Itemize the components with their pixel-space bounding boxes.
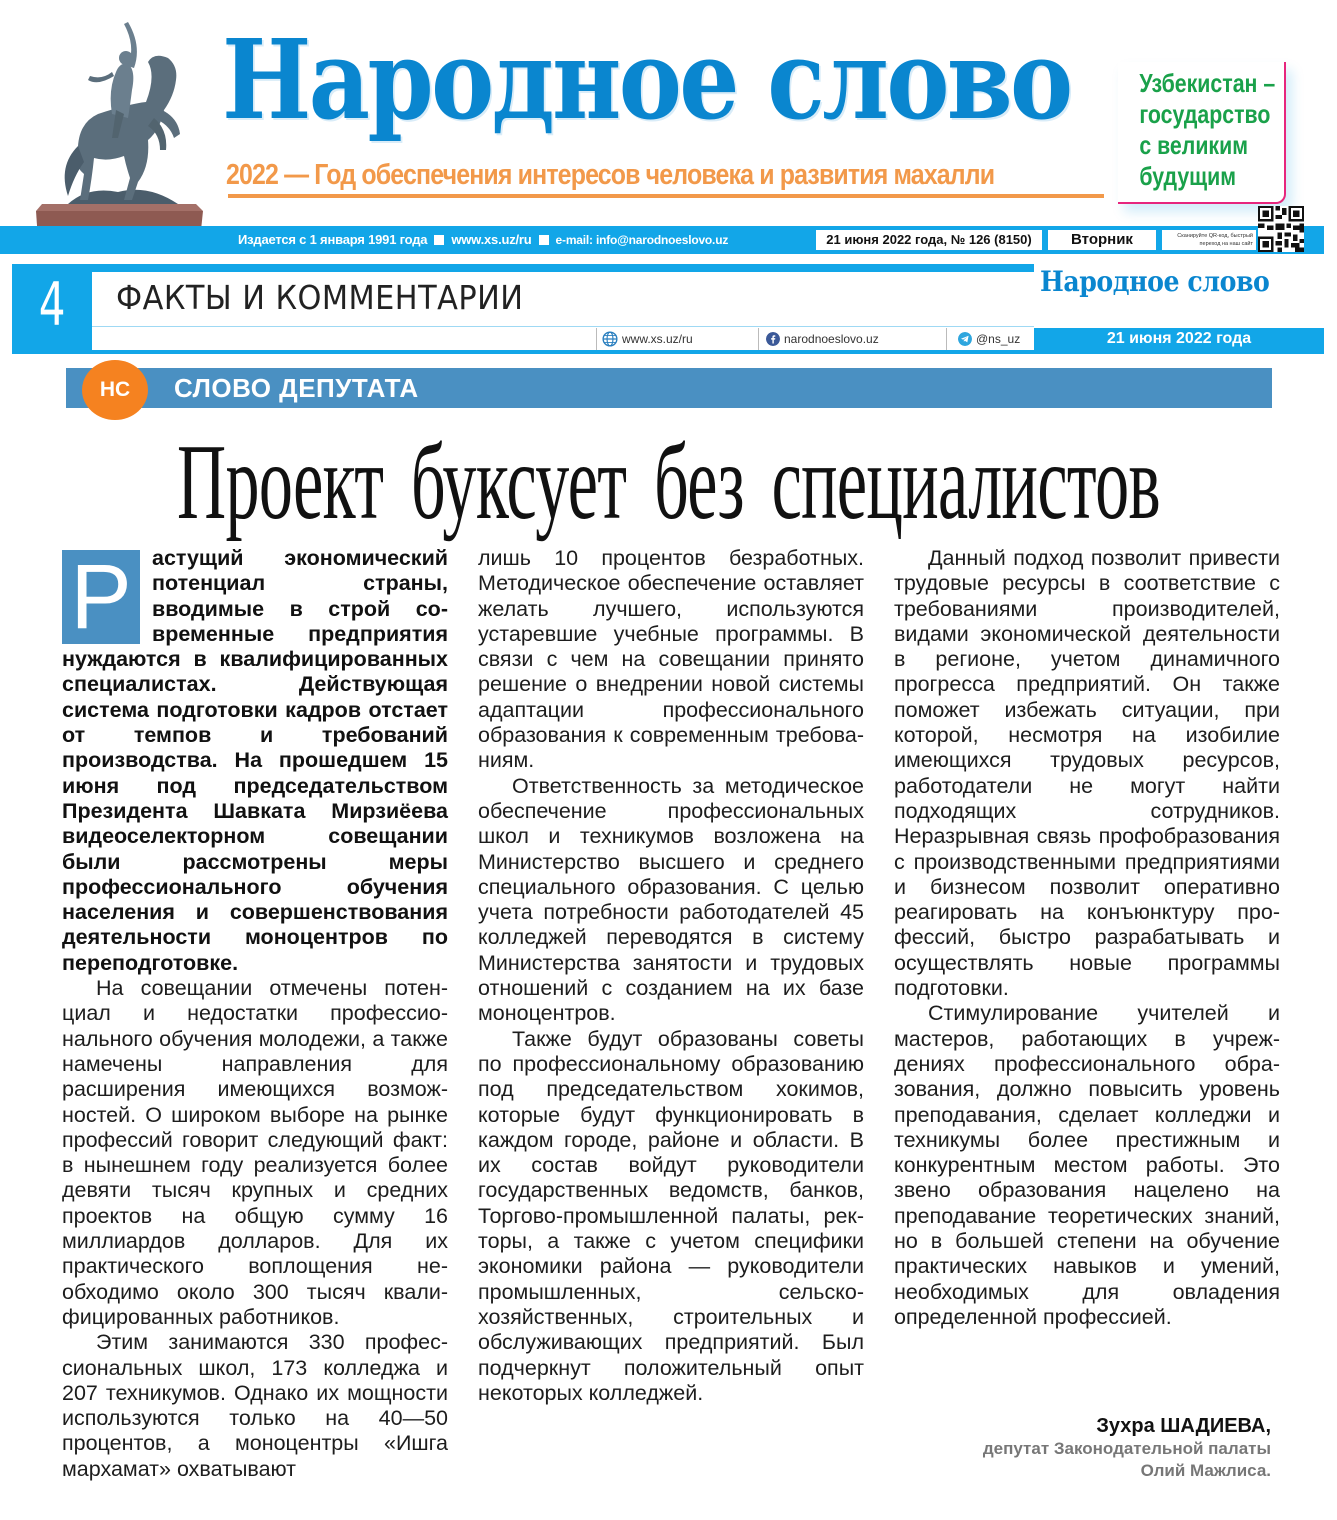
article-column-2 bbox=[478, 546, 864, 1406]
divider bbox=[758, 328, 759, 350]
author-role: Олий Мажлиса. bbox=[1140, 1461, 1271, 1480]
article-paragraph: лишь 10 процентов безработных. Методическое обеспечение оставляет желать лучшего, используются устаревшие учебные программы. В связи с чем на совещании принято решение о внедрении новой системы адаптации профессионального образования к современным требованиям. bbox=[478, 546, 864, 773]
published-since: Издается с 1 января 1991 года bbox=[238, 232, 428, 247]
email-link[interactable]: e-mail: info@narodnoeslovo.uz bbox=[555, 233, 729, 247]
issue-date: 21 июня 2022 года, № 126 (8150) bbox=[816, 230, 1042, 250]
social-facebook[interactable] bbox=[766, 330, 879, 348]
motto-line: Узбекистан – bbox=[1139, 68, 1276, 98]
section-date: 21 июня 2022 года bbox=[1034, 328, 1324, 350]
divider bbox=[946, 328, 947, 350]
section-title: ФАКТЫ И КОММЕНТАРИИ bbox=[116, 278, 524, 317]
divider bbox=[596, 328, 597, 350]
slogan-underline bbox=[228, 194, 1104, 198]
website-link[interactable]: www.xs.uz/ru bbox=[451, 232, 532, 247]
motto-box bbox=[1118, 62, 1286, 204]
motto-line: государство bbox=[1139, 99, 1271, 129]
rubric-badge: НС bbox=[82, 360, 148, 420]
article-column-3 bbox=[894, 546, 1280, 1330]
motto-line: будущим bbox=[1139, 161, 1237, 191]
article-paragraph: Стимулирование учителей и мастеров, работающих в учреждениях профессионального образования, должно повысить уровень преподавания, сделает колледжи и техникумы более престижным и конкурентным местом работы. Это звено образования нацелено на преподавание теоретических знаний, но в большей степени на обучение практических навыков и умений, необходимых для овладения определенной профессией. bbox=[894, 1001, 1280, 1329]
weekday: Вторник bbox=[1048, 230, 1156, 250]
article-lead: астущий экономический потенциал страны, вводимые в строй современные предприятия нуждаются в квалифицированных специалистах. Действующая система подготовки кадров отстает от темпов и требований производства. На прошедшем 15 июня под председательством Президента Шавката Мирзиёева видеоселекторном совещании были рассмотрены меры профессионального обучения населения и совершенствования деятельности моноцентров по переподготовке. bbox=[62, 546, 448, 975]
social-label: www.xs.uz/ru bbox=[622, 332, 693, 346]
qr-code-icon[interactable] bbox=[1258, 206, 1304, 252]
article-paragraph: Этим занимаются 330 профессиональных школ, 173 колледжа и 207 техникумов. Однако их мощности используются только на 40—50 процентов, а моноцентры «Ишга мархамат» охватывают bbox=[62, 1330, 448, 1481]
article-paragraph: Данный подход позволит привести трудовые ресурсы в соответствие с требованиями производителей, видами экономической деятельности в регионе, учетом динамичного прогресса предприятий. Он также поможет избежать ситуации, при которой, несмотря на изобилие имеющихся трудовых ресурсов, работодатели не могут найти подходящих сотрудников. Неразрывная связь профобразования с производственными предприятиями и бизнесом позволит оперативно реагировать на конъюнктуру профессий, быстро разрабатывать и осуществлять новые программы подготовки. bbox=[894, 546, 1280, 1001]
social-website[interactable] bbox=[602, 330, 693, 348]
masthead-slogan: 2022 — Год обеспечения интересов человека и развития махалли bbox=[226, 159, 995, 191]
author-name: Зухра ШАДИЕВА, bbox=[1096, 1415, 1271, 1437]
motto-line: с великим bbox=[1139, 130, 1248, 160]
article-paragraph: На совещании отмечены потенциал и недостатки профессионального обучения молодежи, а также намечены направления для расширения имеющихся возможностей. О широком выборе на рынке профессий говорит следующий факт: в нынешнем году реализуется более девяти тысяч крупных и средних проектов на общую сумму 16 миллиардов долларов. Для их практического воплощения необходимо около 300 тысяч квалифицированных работников. bbox=[62, 976, 448, 1329]
section-top-rule bbox=[12, 264, 1034, 272]
facebook-icon bbox=[766, 332, 780, 346]
social-label: @ns_uz bbox=[976, 332, 1021, 346]
article-paragraph: Ответственность за методическое обеспечение профессиональных школ и техникумов возложена на Министерство высшего и среднего специального образования. С целью учета потребности работодателей 45 колледжей переводятся в систему Министерства занятости и трудовых отношений с созданием на их базе моноцентров. bbox=[478, 773, 864, 1026]
masthead-title: Народное слово bbox=[222, 15, 1071, 144]
square-bullet-icon bbox=[434, 235, 444, 245]
section-bottom-rule bbox=[12, 350, 1324, 354]
telegram-icon bbox=[958, 332, 972, 346]
social-telegram[interactable] bbox=[958, 330, 1020, 348]
rubric-title: СЛОВО ДЕПУТАТА bbox=[174, 373, 419, 403]
author-role: депутат Законодательной палаты bbox=[982, 1439, 1271, 1458]
author-byline bbox=[983, 1414, 1271, 1482]
qr-note: Сканируйте QR-код, быстрый переход на наш сайт bbox=[1162, 230, 1256, 250]
social-label: narodnoeslovo.uz bbox=[784, 332, 879, 346]
page-number: 4 bbox=[12, 264, 92, 352]
section-thin-rule bbox=[92, 326, 1034, 327]
info-text bbox=[238, 230, 810, 250]
equestrian-statue-image bbox=[28, 6, 208, 242]
article-column-1 bbox=[62, 546, 448, 1482]
article-paragraph: Также будут образованы советы по профессиональному образованию под председательством хокимов, которые будут функционировать в каждом городе, районе и области. В их состав войдут руководители государственных ведомств, банков, Торгово-промышленной палаты, ректоры, а также с учетом специфики экономики района — руководители промышленных, сельскохозяйственных, строительных и обслуживающих предприятий. Был подчеркнут положительный опыт некоторых колледжей. bbox=[478, 1026, 864, 1405]
article-headline: Проект буксует без специалистов bbox=[176, 423, 1160, 542]
section-logo: Народное слово bbox=[1040, 265, 1270, 298]
drop-cap: Р bbox=[62, 550, 140, 644]
globe-icon bbox=[602, 331, 618, 347]
square-bullet-icon bbox=[539, 235, 549, 245]
